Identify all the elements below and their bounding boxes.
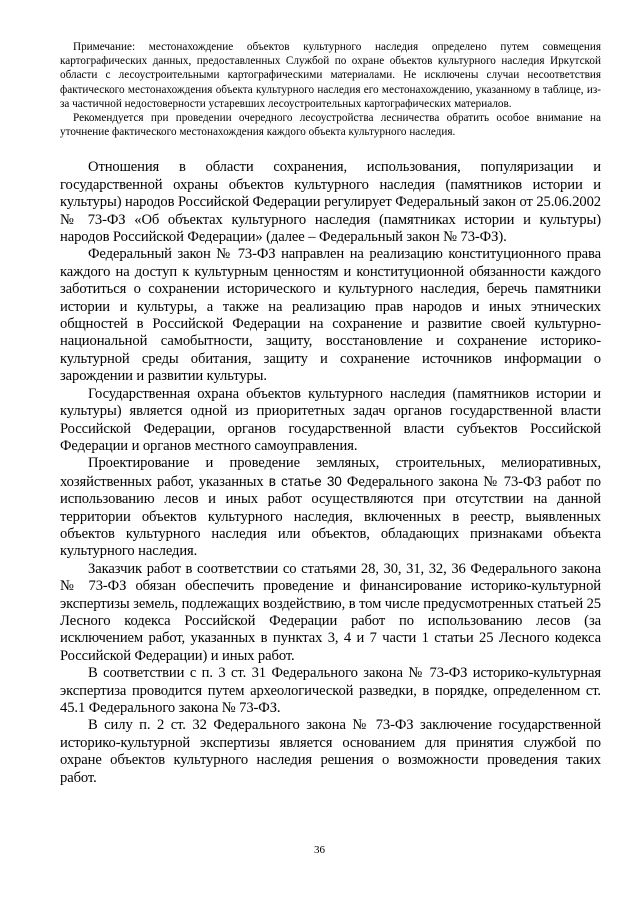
- body-paragraph: В соответствии с п. 3 ст. 31 Федерального закона № 73-ФЗ историко-культурная экспертиза проводится путем археологической разведки, в порядке, определенном ст. 45.1 Федерального закона № 73-ФЗ.: [60, 665, 601, 717]
- paragraph-lead: Отношения в области сохранения, использования, популяризации и государственной охраны: [60, 159, 601, 193]
- note-paragraph: Рекомендуется при проведении очередного лесоустройства лесничества обратить особое внимание на уточнение фактического местонахождения каждого объекта культурного наследия.: [60, 112, 601, 139]
- note-block: [60, 40, 601, 139]
- body-paragraph: Федеральный закон № 73-ФЗ направлен на реализацию конституционного права каждого на доступ к культурным ценностям и конституционной обязанности каждого заботиться о сохранении исторического и культурного наследия, беречь памятники истории и культуры, а также на реализацию прав народов и иных этнических общностей в Российской Федерации на сохранение и развитие своей культурно-национальной самобытности, защиту, восстановление и сохранение историко-культурной среды обитания, защиту и сохранение источников информации о зарождении и развитии культуры.: [60, 246, 601, 385]
- body-paragraph: Государственная охрана объектов культурного наследия (памятников истории и культуры) является одной из приоритетных задач органов государственной власти Российской Федерации, органов государственной власти субъектов Российской Федерации и органов местного самоуправления.: [60, 385, 601, 454]
- body-paragraph: [60, 455, 601, 560]
- note-paragraph: Примечание: местонахождение объектов культурного наследия определено путем совмещения картографических данных, предоставленных Службой по охране объектов культурного наследия Иркутской области с лесоустроительными картографическими материалами. Не исключены случаи несоответствия фактического местонахождения объекта культурного наследия его местонахождению, указанному в таблице, из-за частичной недостоверности устаревших лесоустроительных картографических материалов.: [60, 41, 601, 110]
- body-paragraph: Заказчик работ в соответствии со статьями 28, 30, 31, 32, 36 Федерального закона № 73-ФЗ обязан обеспечить проведение и финансирование историко-культурной экспертизы земель, подлежащих воздействию, в том числе предусмотренных статьей 25 Лесного кодекса Российской Федерации работ по использованию лесов (за исключением работ, указанных в пунктах 3, 4 и 7 части 1 статьи 25 Лесного кодекса Российской Федерации) и иных работ.: [60, 560, 601, 664]
- body-paragraph: [60, 159, 601, 246]
- document-page: [60, 40, 601, 787]
- body-text: [60, 159, 601, 787]
- article-reference: в статье 30: [268, 473, 342, 489]
- paragraph-text: Проектирование и проведение земляных, строительных, мелиоративных, хозяйственных работ, указанных: [60, 455, 601, 490]
- paragraph-text: Федерального закона № 73-ФЗ работ по использованию лесов и иных работ осуществляются при отсутствии на данной территории объектов культурного наследия, включенных в реестр, выявленных объектов культурного наследия или объектов, обладающих признаками объекта культурного наследия.: [60, 473, 601, 560]
- body-paragraph: В силу п. 2 ст. 32 Федерального закона № 73-ФЗ заключение государственной историко-культурной экспертизы является основанием для принятия службой по охране объектов культурного наследия решения о возможности проведения таких работ.: [60, 717, 601, 786]
- paragraph-text: объектов культурного наследия (памятников истории и культуры) народов Российской Федерации регулирует Федеральный закон от 25.06.2002 № 73-ФЗ «Об объектах культурного наследия (памятниках истории и культуры) народов Российской Федерации» (далее – Федеральный закон № 73-ФЗ).: [60, 176, 601, 246]
- page-number: 36: [314, 844, 325, 856]
